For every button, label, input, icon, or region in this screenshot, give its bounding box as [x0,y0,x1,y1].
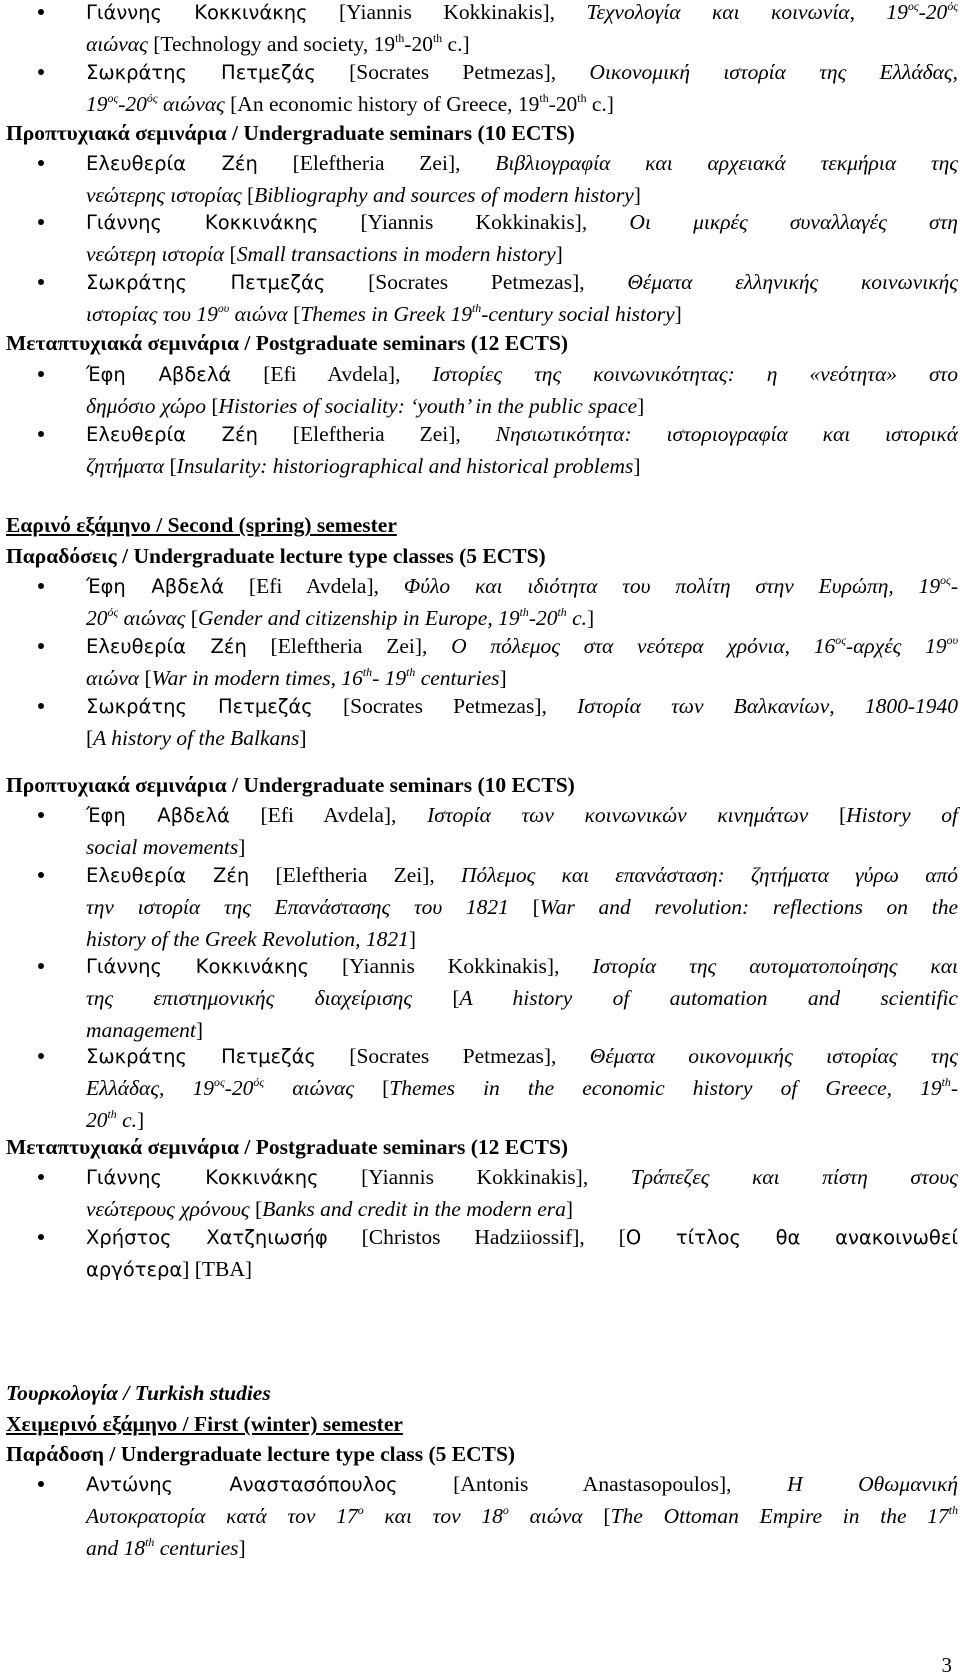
list-item: Έφη Αβδελά [Efi Avdela], Φύλο και ιδιότητα του πολίτη στην Ευρώπη, $19^{o\varsigma}-$ $20^{ό\varsigma}$ αιώνας [Gender and citizenship in Europe, 19th-20th c.] [86,573,959,630]
department-heading: Τουρκολογία / Turkish studies [6,1381,271,1405]
list-item: Σωκράτης Πετμεζάς [Socrates Petmezas], Οικονομική ιστορία της Ελλάδας, $19^{o\varsigma}-20^{ό\varsigma}$ αιώνας [An economic history of Greece, 19th-20th c.] [86,60,958,116]
section-heading: Παράδοση / Undergraduate lecture type class (5 ECTS) [6,1442,516,1466]
bullet [38,160,44,166]
bullet [38,872,44,878]
bullet [38,583,44,589]
list-item: Γιάννης Κοκκινάκης [Yiannis Kokkinakis], Τράπεζες και πίστη στους νεώτερους χρόνους [Banks and credit in the modern era] [86,1165,958,1221]
bullet [38,1174,44,1180]
bullet [38,1481,44,1487]
bullet [38,371,44,377]
bullet [38,1234,44,1240]
bullet [38,1053,44,1059]
list-item: Γιάννης Κοκκινάκης [Yiannis Kokkinakis], Οι μικρές συναλλαγές στη νεώτερη ιστορία [Small transactions in modern history] [86,210,958,266]
list-item: Έφη Αβδελά [Efi Avdela], Ιστορίες της κοινωνικότητας: η «νεότητα» στο δημόσιο χώρο [Histories of sociality: ‘youth’ in the public space] [86,362,959,418]
list-item: Αντώνης Αναστασόπουλος [Antonis Anastasopoulos], Η Οθωμανική Αυτοκρατορία κατά τον $17^o$ και τον $18^o$ αιώνα [The Ottoman Empire in the 17th and 18th centuries] [86,1472,959,1560]
bullet [38,9,44,15]
section-heading: Παραδόσεις / Undergraduate lecture type classes (5 ECTS) [6,544,546,568]
list-item: Γιάννης Κοκκινάκης [Yiannis Kokkinakis], Τεχνολογία και κοινωνία, $19^{o\varsigma}-20^{ό\varsigma}$ αιώνας [Technology and society, 19th-20th c.] [86,0,959,56]
bullet [38,703,44,709]
bullet [38,812,44,818]
list-item: Γιάννης Κοκκινάκης [Yiannis Kokkinakis], Ιστορία της αυτοματοποίησης και της επιστημονικής διαχείρισης [A history of automation and scientific management] [86,954,958,1042]
list-item: Σωκράτης Πετμεζάς [Socrates Petmezas], Ιστορία των Βαλκανίων, 1800-1940 [A history of the Balkans] [86,694,958,750]
list-item: Σωκράτης Πετμεζάς [Socrates Petmezas], Θέματα ελληνικής κοινωνικής ιστορίας του $19^{o\upsilon}$ αιώνα [Themes in Greek 19th-century social history] [86,270,958,326]
bullet [38,279,44,285]
bullet [38,963,44,969]
list-item: Ελευθερία Ζέη [Eleftheria Zei], Νησιωτικότητα: ιστοριογραφία και ιστορικά ζητήματα [Insularity: historiographical and historical problems] [86,422,958,478]
semester-heading: Χειμερινό εξάμηνο / First (winter) semester [6,1412,403,1436]
bullet [38,219,44,225]
list-item: Ελευθερία Ζέη [Eleftheria Zei], Πόλεμος και επανάσταση: ζητήματα γύρω από την ιστορία της Επανάστασης του 1821 [War and revolution: reflections on the history of the Greek Revolution, 1821] [86,863,958,951]
list-item: Σωκράτης Πετμεζάς [Socrates Petmezas], Θέματα οικονομικής ιστορίας της Ελλάδας, $19^{o\varsigma}-20^{ό\varsigma}$ αιώνας [Themes in the economic history of Greece, 19th- 20th c.] [86,1044,959,1132]
semester-heading: Εαρινό εξάμηνο / Second (spring) semester [6,513,397,537]
section-heading: Προπτυχιακά σεμινάρια / Undergraduate seminars (10 ECTS) [6,773,575,797]
section-heading: Μεταπτυχιακά σεμινάρια / Postgraduate seminars (12 ECTS) [6,331,569,355]
list-item: Ελευθερία Ζέη [Eleftheria Zei], Βιβλιογραφία και αρχειακά τεκμήρια της νεώτερης ιστορίας [Bibliography and sources of modern history] [86,151,958,207]
bullet [38,643,44,649]
list-item: Έφη Αβδελά [Efi Avdela], Ιστορία των κοινωνικών κινημάτων [History of social movements] [86,803,958,859]
section-heading: Προπτυχιακά σεμινάρια / Undergraduate seminars (10 ECTS) [6,121,575,145]
bullet [38,69,44,75]
list-item: Ελευθερία Ζέη [Eleftheria Zei], Ο πόλεμος στα νεότερα χρόνια, $16^{o\varsigma}$-αρχές $19^{o\upsilon}$ αιώνα [War in modern times, 16th- 19th centuries] [86,633,958,690]
page-number: 3 [941,1653,952,1677]
bullet [38,431,44,437]
list-item: Χρήστος Χατζηιωσήφ [Christos Hadziiossif], [Ο τίτλος θα ανακοινωθεί αργότερα] [TBA] [86,1225,959,1281]
section-heading: Μεταπτυχιακά σεμινάρια / Postgraduate seminars (12 ECTS) [6,1135,569,1159]
